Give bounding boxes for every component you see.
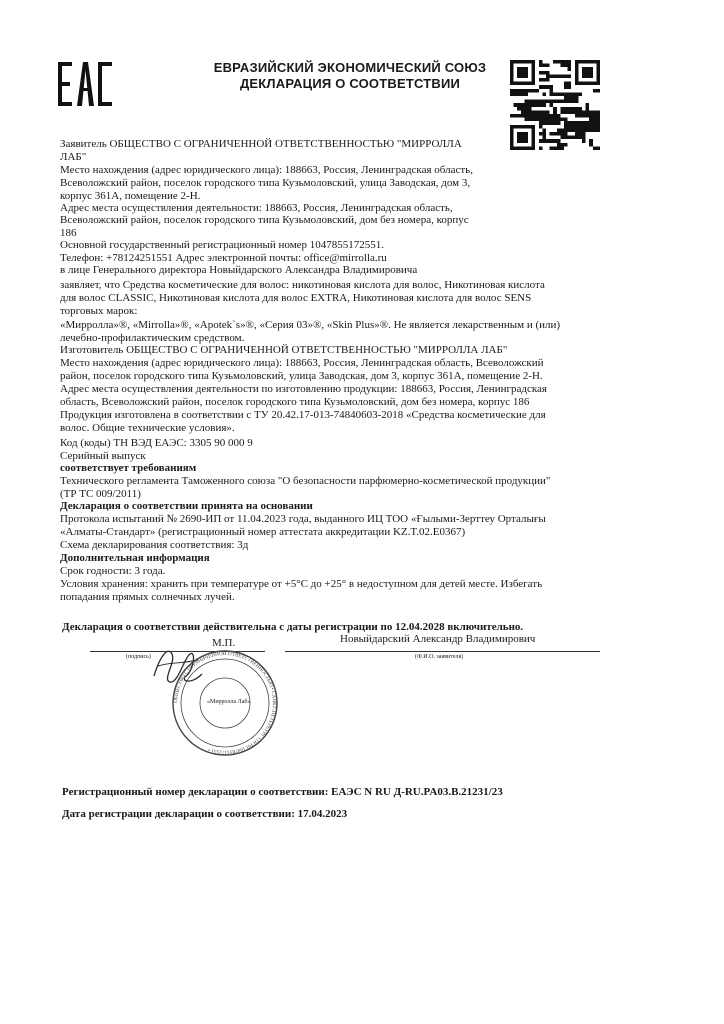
body-line: в лице Генерального директора Новыйдарского Александра Владимировича (60, 264, 418, 276)
qr-code-icon (510, 60, 600, 150)
signature-caption: (подпись) (126, 654, 151, 660)
body-line: Дополнительная информация (60, 552, 210, 564)
body-line: Изготовитель ОБЩЕСТВО С ОГРАНИЧЕННОЙ ОТВЕТСТВЕННОСТЬЮ "МИРРОЛЛА ЛАБ" (60, 344, 508, 356)
registration-date: Дата регистрации декларации о соответствии: 17.04.2023 (62, 808, 348, 820)
body-line: Место нахождения (адрес юридического лица): 188663, Россия, Ленинградская область, Всеволожский (60, 357, 544, 369)
body-line: Всеволожский район, поселок городского типа Кузьмоловский, дом без номера, корпус (60, 214, 469, 226)
body-line: Телефон: +78124251551 Адрес электронной почты: office@mirrolla.ru (60, 252, 387, 264)
body-line: лечебно-профилактическим средством. (60, 332, 245, 344)
body-line: для волос CLASSIC, Никотиновая кислота для волос EXTRA, Никотиновая кислота для волос SENS (60, 292, 532, 304)
eac-logo (58, 62, 112, 106)
fio-caption: (Ф.И.О. заявителя) (415, 654, 464, 660)
body-line: Срок годности: 3 года. (60, 565, 166, 577)
body-line: соответствует требованиям (60, 462, 197, 474)
body-line: 186 (60, 227, 77, 239)
body-line: Место нахождения (адрес юридического лица): 188663, Россия, Ленинградская область, (60, 164, 473, 176)
body-line: Схема декларирования соответствия: 3д (60, 539, 249, 551)
body-line: Адрес места осуществления деятельности: 188663, Россия, Ленинградская область, (60, 202, 453, 214)
body-line: Протокола испытаний № 2690-ИП от 11.04.2023 года, выданного ИЦ ТОО «Ғылыми-Зерттеу Орталығы (60, 513, 546, 525)
registration-number: Регистрационный номер декларации о соответствии: ЕАЭС N RU Д-RU.PA03.B.21231/23 (62, 786, 503, 798)
body-line: «Мирролла»®, «Mirrolla»®, «Apotek`s»®, «Серия 03»®, «Skin Plus»®. Не является лекарственным и (или) (60, 319, 561, 331)
seal-center-text: «Мирролла Лаб» (207, 699, 251, 705)
signer-name: Новыйдарский Александр Владимирович (340, 633, 536, 645)
body-line: попадания прямых солнечных лучей. (60, 591, 235, 603)
company-seal (170, 648, 280, 758)
body-line: Адрес места осуществления деятельности по изготовлению продукции: 188663, Россия, Ленинградская (60, 383, 547, 395)
body-line: ЛАБ" (60, 151, 87, 163)
body-line: волос. Общие технические условия». (60, 422, 235, 434)
body-line: «Алматы-Стандарт» (регистрационный номер аттестата аккредитации KZ.T.02.E0367) (60, 526, 466, 538)
body-line: торговых марок: (60, 305, 138, 317)
body-line: Всеволожский район, поселок городского типа Кузьмоловский, улица Заводская, дом 3, (60, 177, 471, 189)
body-line: район, поселок городского типа Кузьмоловский, улица Заводская, дом 3, корпус 361А, помещение 2-Н. (60, 370, 543, 382)
body-line: Декларация о соответствии принята на основании (60, 500, 313, 512)
validity-statement: Декларация о соответствии действительна с даты регистрации по 12.04.2028 включительно. (62, 621, 524, 633)
body-line: Продукция изготовлена в соответствии с ТУ 20.42.17-013-74840603-2018 «Средства косметические для (60, 409, 546, 421)
body-line: заявляет, что Средства косметические для волос: никотиновая кислота для волос, Никотиновая кислота (60, 279, 545, 291)
body-line: Серийный выпуск (60, 450, 146, 462)
union-title: ЕВРАЗИЙСКИЙ ЭКОНОМИЧЕСКИЙ СОЮЗ (213, 60, 487, 75)
stamp-place-label: М.П. (212, 637, 236, 649)
body-line: Основной государственный регистрационный номер 1047855172551. (60, 239, 385, 251)
svg-text:ОБЩЕСТВО С ОГРАНИЧЕННОЙ ОТВЕТС: ОБЩЕСТВО С ОГРАНИЧЕННОЙ ОТВЕТСТВЕННОСТЬЮ • САНКТ-ПЕТЕРБУРГ • ОГРН 1047855172551 • (172, 650, 278, 756)
body-line: Технического регламента Таможенного союза "О безопасности парфюмерно-косметической продукции" (60, 475, 551, 487)
body-line: область, Всеволожский район, поселок городского типа Кузьмоловский, дом без номера, корпус 186 (60, 396, 530, 408)
body-line: Заявитель ОБЩЕСТВО С ОГРАНИЧЕННОЙ ОТВЕТСТВЕННОСТЬЮ "МИРРОЛЛА (60, 138, 462, 150)
body-line: Условия хранения: хранить при температуре от +5°С до +25° в недоступном для детей месте. Избегать (60, 578, 543, 590)
name-line (285, 651, 600, 652)
body-line: Код (коды) ТН ВЭД ЕАЭС: 3305 90 000 9 (60, 437, 253, 449)
body-line: (ТР ТС 009/2011) (60, 488, 141, 500)
declaration-title: ДЕКЛАРАЦИЯ О СООТВЕТСТВИИ (239, 76, 461, 91)
body-line: корпус 361А, помещение 2-Н. (60, 190, 201, 202)
